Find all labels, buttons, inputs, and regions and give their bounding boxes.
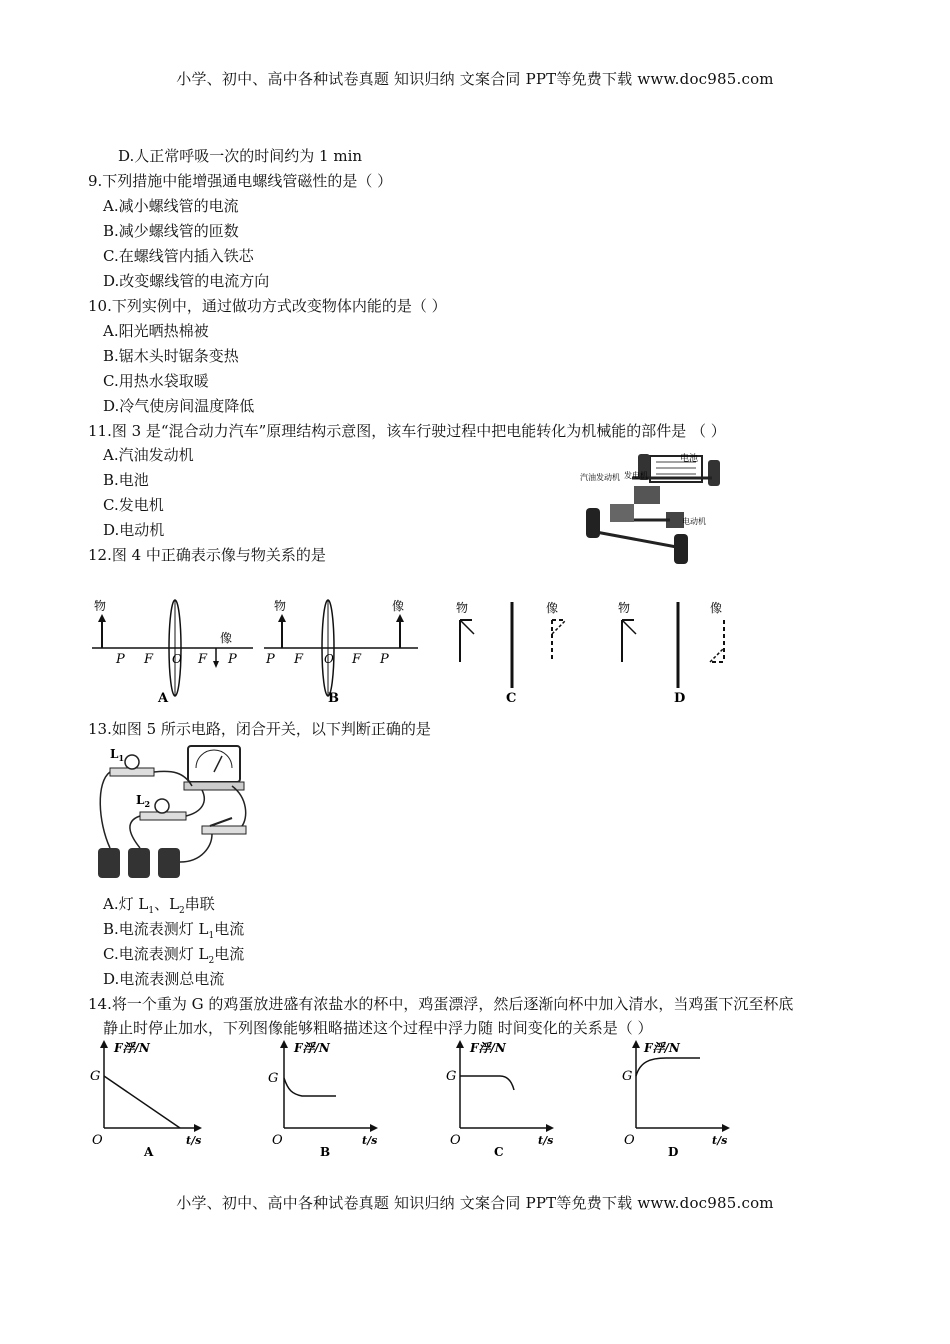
battery-cell-1 xyxy=(98,848,120,878)
svg-text:t/s: t/s xyxy=(186,1134,202,1147)
svg-text:F浮/N: F浮/N xyxy=(114,1041,150,1055)
svg-text:F浮/N: F浮/N xyxy=(644,1041,680,1055)
q14-stem-line1: 14.将一个重为 G 的鸡蛋放进盛有浓盐水的杯中，鸡蛋漂浮，然后逐渐向杯中加入清水，当鸡蛋下沉至杯底 xyxy=(88,995,794,1013)
circuit-figure xyxy=(92,742,258,884)
graph-label-a: A xyxy=(144,1145,154,1159)
q9-option-a: A.减小螺线管的电流 xyxy=(103,197,239,215)
object-label-c: 物 xyxy=(456,601,469,615)
page-header: 小学、初中、高中各种试卷真题 知识归纳 文案合同 PPT等免费下载 www.doc985.com xyxy=(176,70,774,88)
ammeter xyxy=(188,746,240,782)
panel-b xyxy=(264,598,418,706)
buoyancy-graphs-figure xyxy=(88,1038,748,1162)
q9-option-c: C.在螺线管内插入铁芯 xyxy=(103,247,254,265)
q10-option-d: D.冷气使房间温度降低 xyxy=(103,397,255,415)
panel-c xyxy=(456,600,566,706)
battery-label: 电池 xyxy=(680,454,699,464)
l2-label: $L_2$ xyxy=(136,793,151,809)
q11-option-c: C.发电机 xyxy=(103,496,164,514)
panel-label-a: A xyxy=(158,691,169,706)
svg-text:G: G xyxy=(622,1069,633,1084)
rear-wheel-right xyxy=(708,460,720,486)
hybrid-car-figure xyxy=(572,448,737,568)
svg-text:O: O xyxy=(624,1133,635,1148)
q10-stem: 10.下列实例中，通过做功方式改变物体内能的是（ ） xyxy=(88,297,447,315)
generator-label: 发电机 xyxy=(624,471,648,480)
svg-text:G: G xyxy=(446,1069,457,1084)
graph-label-d: D xyxy=(668,1145,679,1159)
bulb-l1 xyxy=(125,755,139,769)
q9-option-b: B.减少螺线管的匝数 xyxy=(103,222,239,240)
motor-label: 电动机 xyxy=(682,517,706,526)
graph-b xyxy=(268,1040,378,1159)
q13-option-b: B.电流表测灯 $L_1$电流 xyxy=(103,920,245,941)
svg-text:F: F xyxy=(144,652,154,667)
svg-text:F: F xyxy=(352,652,362,667)
svg-text:t/s: t/s xyxy=(538,1134,554,1147)
image-label-c: 像 xyxy=(546,601,559,615)
svg-text:F浮/N: F浮/N xyxy=(294,1041,330,1055)
svg-text:P: P xyxy=(380,652,389,667)
engine-block xyxy=(610,504,634,522)
svg-text:O: O xyxy=(450,1133,461,1148)
q11-stem: 11.图 3 是“混合动力汽车”原理结构示意图，该车行驶过程中把电能转化为机械能的部件是 （ ） xyxy=(88,422,726,440)
svg-text:O: O xyxy=(92,1133,103,1148)
svg-text:t/s: t/s xyxy=(362,1134,378,1147)
q13-option-a: A.灯 $L_1$、$L_2$串联 xyxy=(103,895,215,916)
svg-text:G: G xyxy=(268,1071,279,1086)
graph-label-c: C xyxy=(494,1145,504,1159)
q10-option-a: A.阳光晒热棉被 xyxy=(103,322,209,340)
image-label-d: 像 xyxy=(710,601,723,615)
q12-stem: 12.图 4 中正确表示像与物关系的是 xyxy=(88,546,326,564)
q11-option-d: D.电动机 xyxy=(103,521,165,539)
image-label-a: 像 xyxy=(220,631,233,645)
generator-block xyxy=(634,486,660,504)
svg-text:G: G xyxy=(90,1069,101,1084)
q14-stem-line2: 静止时停止加水，下列图像能够粗略描述这个过程中浮力随 时间变化的关系是（ ） xyxy=(103,1019,653,1037)
panel-a xyxy=(92,598,253,706)
bulb-l2 xyxy=(155,799,169,813)
svg-text:O: O xyxy=(324,652,334,666)
svg-text:P: P xyxy=(266,652,275,667)
l1-label: $L_1$ xyxy=(110,747,125,763)
image-object-figure xyxy=(88,590,748,708)
q11-option-a: A.汽油发动机 xyxy=(103,446,194,464)
battery-cell-3 xyxy=(158,848,180,878)
svg-text:P: P xyxy=(228,652,237,667)
switch xyxy=(202,826,246,834)
q13-option-c: C.电流表测灯 $L_2$电流 xyxy=(103,945,245,966)
object-label-d: 物 xyxy=(618,601,631,615)
graph-label-b: B xyxy=(320,1145,331,1159)
q11-option-b: B.电池 xyxy=(103,471,149,489)
panel-label-b: B xyxy=(328,691,339,706)
page-footer: 小学、初中、高中各种试卷真题 知识归纳 文案合同 PPT等免费下载 www.doc985.com xyxy=(176,1194,774,1212)
panel-label-c: C xyxy=(506,691,517,706)
svg-text:F: F xyxy=(294,652,304,667)
graph-c xyxy=(446,1040,554,1159)
q10-option-c: C.用热水袋取暖 xyxy=(103,372,209,390)
q9-option-d: D.改变螺线管的电流方向 xyxy=(103,272,270,290)
svg-text:t/s: t/s xyxy=(712,1134,728,1147)
q9-stem: 9.下列措施中能增强通电螺线管磁性的是（ ） xyxy=(88,172,393,190)
engine-label: 汽油发动机 xyxy=(580,473,620,482)
svg-text:O: O xyxy=(172,652,182,666)
q8-option-d: D.人正常呼吸一次的时间约为 1 min xyxy=(118,147,363,165)
svg-text:F浮/N: F浮/N xyxy=(470,1041,506,1055)
battery-cell-2 xyxy=(128,848,150,878)
q13-option-d: D.电流表测总电流 xyxy=(103,970,225,988)
svg-text:P: P xyxy=(116,652,125,667)
object-label-b: 物 xyxy=(274,599,287,613)
panel-d xyxy=(618,600,724,706)
q13-stem: 13.如图 5 所示电路，闭合开关，以下判断正确的是 xyxy=(88,720,431,738)
svg-text:O: O xyxy=(272,1133,283,1148)
graph-d xyxy=(622,1040,730,1159)
panel-label-d: D xyxy=(674,691,686,706)
svg-text:F: F xyxy=(198,652,208,667)
q10-option-b: B.锯木头时锯条变热 xyxy=(103,347,239,365)
graph-a xyxy=(90,1040,202,1159)
object-label-a: 物 xyxy=(94,599,107,613)
image-label-b: 像 xyxy=(392,599,405,613)
